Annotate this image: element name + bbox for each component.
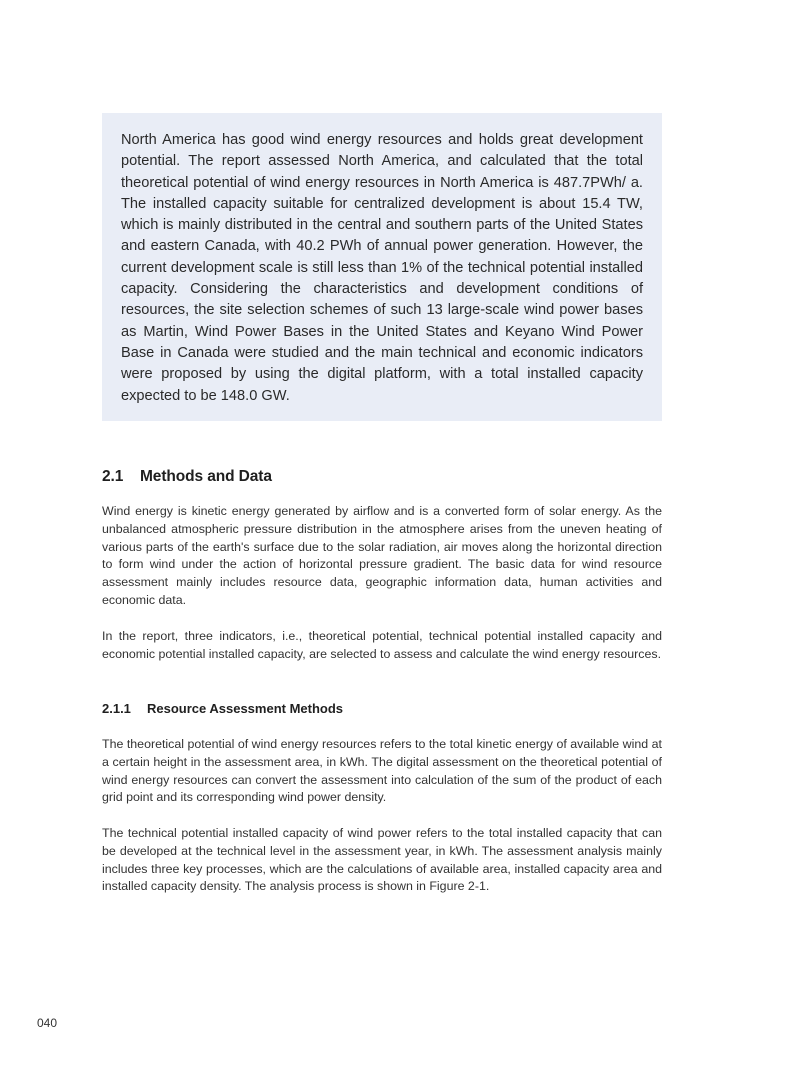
subsection-paragraph: The theoretical potential of wind energy resources refers to the total kinetic energy of available wind at a certain height in the assessment area, in kWh. The digital assessment on the theoretical potential of wind energy resources can convert the assessment into calculation of the sum of the product of each grid point and its corresponding wind power density. bbox=[102, 737, 662, 805]
summary-text: North America has good wind energy resources and holds great development potential. The report assessed North America, and calculated that the total theoretical potential of wind energy resources in North America is 487.7PWh/ a. The installed capacity suitable for centralized development is about 15.4 TW, which is mainly distributed in the central and southern parts of the United States and eastern Canada, with 40.2 PWh of annual power generation. However, the current development scale is still less than 1% of the technical potential installed capacity. Considering the characteristics and development conditions of resources, the site selection schemes of such 13 large-scale wind power bases as Martin, Wind Power Bases in the United States and Keyano Wind Power Base in Canada were studied and the main technical and economic indicators were proposed by using the digital platform, with a total installed capacity expected to be 148.0 GW. bbox=[121, 132, 643, 404]
page-number: 040 bbox=[37, 1016, 58, 1030]
subsection-number: 2.1.1 bbox=[102, 701, 131, 716]
section-paragraph: In the report, three indicators, i.e., theoretical potential, technical potential installed capacity and economic potential installed capacity, are selected to assess and calculate the wind energy resources. bbox=[102, 629, 662, 661]
subsection-paragraph: The technical potential installed capacity of wind power refers to the total installed capacity that can be developed at the technical level in the assessment year, in kWh. The assessment analysis mainly includes three key processes, which are the calculations of available area, installed capacity area and installed capacity density. The analysis process is shown in Figure 2-1. bbox=[102, 826, 662, 894]
subsection-title: Resource Assessment Methods bbox=[147, 701, 344, 716]
section-paragraph: Wind energy is kinetic energy generated by airflow and is a converted form of solar energy. As the unbalanced atmospheric pressure distribution in the atmosphere arises from the uneven heating of various parts of the earth's surface due to the solar radiation, air moves along the horizontal direction to form wind under the action of horizontal pressure gradient. The basic data for wind resource assessment mainly includes resource data, geographic information data, human activities and economic data. bbox=[102, 504, 662, 607]
section-number: 2.1 bbox=[102, 468, 124, 485]
section-title: Methods and Data bbox=[140, 468, 272, 485]
section-heading bbox=[102, 468, 272, 486]
summary-box bbox=[102, 113, 662, 421]
subsection-heading bbox=[102, 701, 343, 716]
